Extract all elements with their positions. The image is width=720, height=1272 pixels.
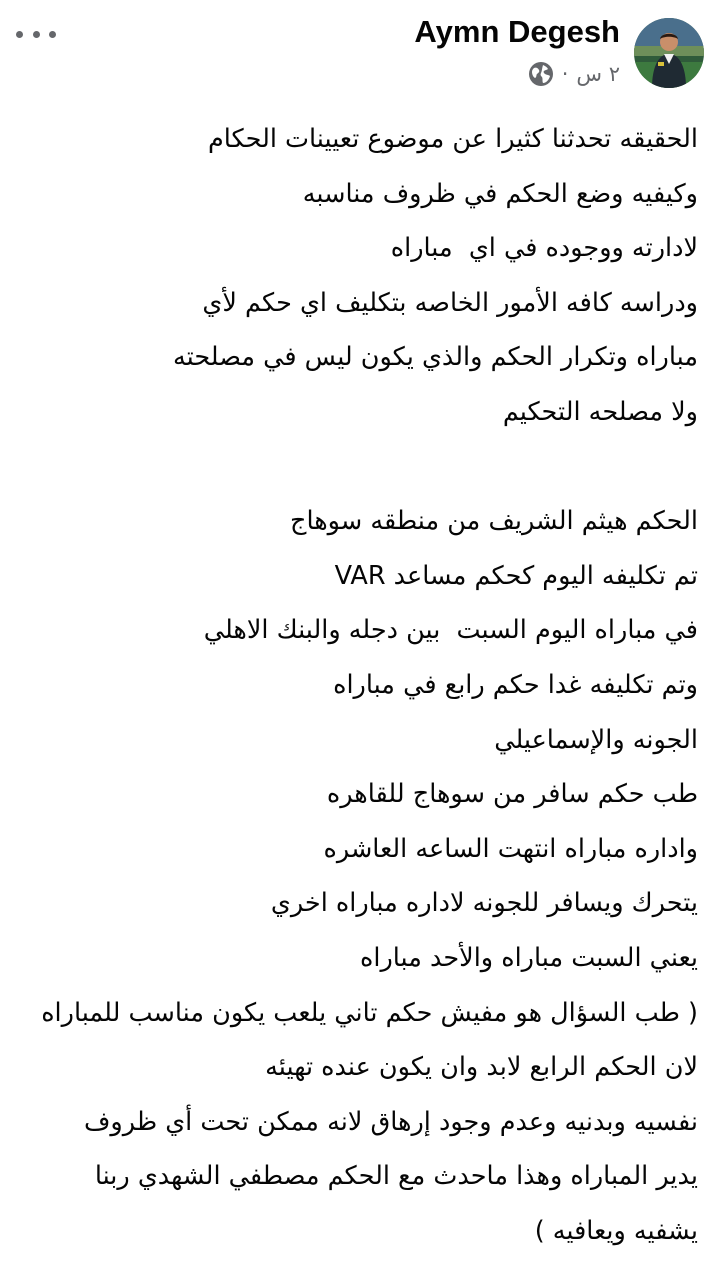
post-line: ( طب السؤال هو مفيش حكم تاني يلعب يكون مناسب للمباراه bbox=[41, 997, 698, 1028]
post-line: ولا مصلحه التحكيم bbox=[502, 396, 698, 427]
post-text bbox=[8, 112, 698, 1258]
post-line: يشفيه ويعافيه ) bbox=[534, 1215, 698, 1246]
post-line: الجونه والإسماعيلي bbox=[494, 724, 698, 755]
post-line: تم تكليفه اليوم كحكم مساعد VAR bbox=[334, 560, 698, 591]
post-line: طب حكم سافر من سوهاج للقاهره bbox=[326, 779, 698, 810]
post-time[interactable]: ٢ س bbox=[576, 62, 620, 86]
post-line: نفسيه وبدنيه وعدم وجود إرهاق لانه ممكن تحت أي ظروف bbox=[84, 1106, 698, 1137]
globe-icon[interactable] bbox=[528, 61, 554, 87]
more-options-button[interactable] bbox=[16, 22, 56, 46]
post-meta bbox=[528, 58, 620, 90]
post-line: وتم تكليفه غدا حكم رابع في مباراه bbox=[333, 669, 698, 700]
post-line: ودراسه كافه الأمور الخاصه بتكليف اي حكم لأي bbox=[202, 287, 698, 318]
post-line: يعني السبت مباراه والأحد مباراه bbox=[360, 942, 698, 973]
post-line: الحكم هيثم الشريف من منطقه سوهاج bbox=[290, 506, 698, 537]
more-options-icon bbox=[16, 31, 23, 38]
avatar[interactable] bbox=[634, 18, 704, 88]
post-line: يتحرك ويسافر للجونه لاداره مباراه اخري bbox=[270, 888, 698, 919]
post-line: واداره مباراه انتهت الساعه العاشره bbox=[323, 833, 698, 864]
post-line: مباراه وتكرار الحكم والذي يكون ليس في مصلحته bbox=[172, 342, 698, 373]
more-options-icon-dot bbox=[49, 31, 56, 38]
post-line: في مباراه اليوم السبت بين دجله والبنك الاهلي bbox=[203, 615, 698, 646]
post-line: وكيفيه وضع الحكم في ظروف مناسبه bbox=[302, 178, 698, 209]
post-line: يدير المباراه وهذا ماحدث مع الحكم مصطفي الشهدي ربنا bbox=[94, 1161, 698, 1192]
meta-separator: · bbox=[561, 62, 569, 86]
more-options-icon-dot bbox=[33, 31, 40, 38]
post-line: لان الحكم الرابع لابد وان يكون عنده تهيئه bbox=[265, 1052, 698, 1083]
author-name[interactable]: Aymn Degesh bbox=[414, 14, 620, 49]
post-line: لادارته ووجوده في اي مباراه bbox=[390, 233, 698, 264]
post-line: الحقيقه تحدثنا كثيرا عن موضوع تعيينات الحكام bbox=[207, 124, 698, 154]
post-line-blank bbox=[8, 440, 698, 495]
